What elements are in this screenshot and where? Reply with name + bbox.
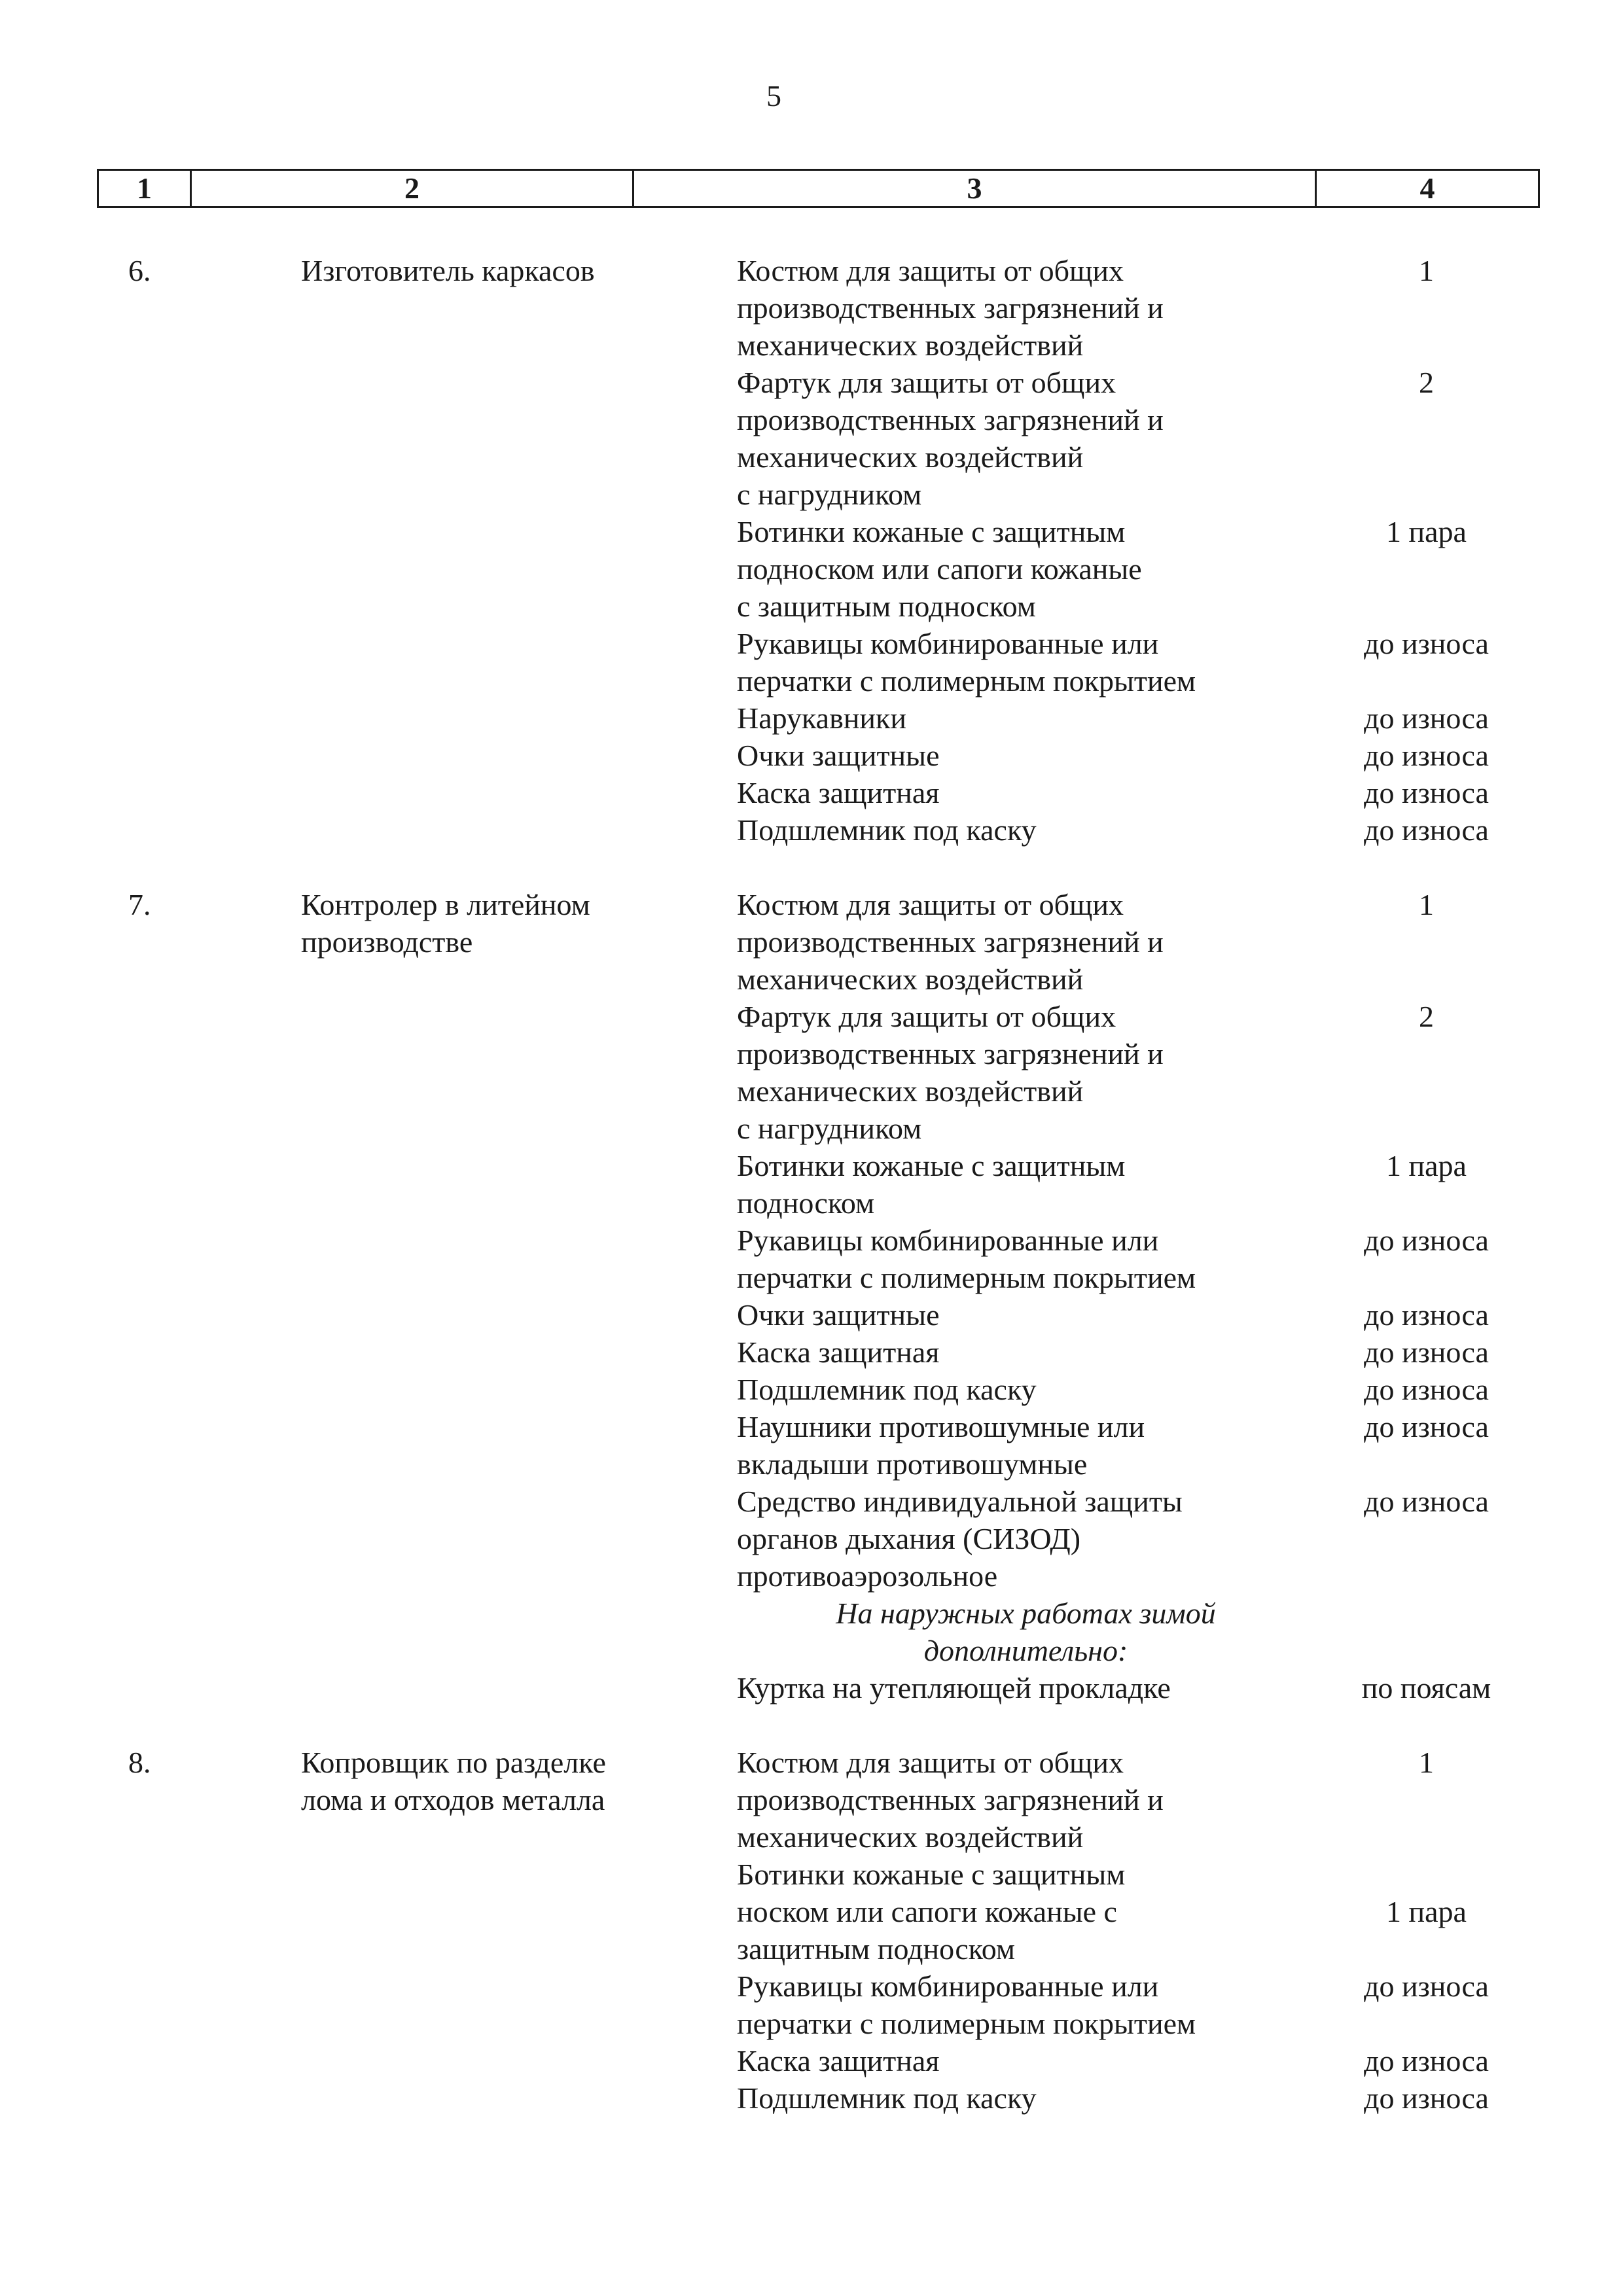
- ppe-item: Подшлемник под каску: [737, 813, 1037, 847]
- table-row: [97, 737, 1538, 774]
- profession-empty: [190, 513, 632, 625]
- row-number-empty: [97, 1595, 190, 1669]
- quantity: до износа: [1364, 1335, 1489, 1369]
- row-number-empty: [97, 811, 190, 849]
- profession-empty: [190, 1408, 632, 1483]
- table-row: [97, 1222, 1538, 1296]
- ppe-item: Костюм для защиты от общих производственных загрязнений и механических воздействий: [737, 1746, 1164, 1854]
- row-number-empty: [97, 1222, 190, 1296]
- table-row: [97, 2042, 1538, 2079]
- row-number-empty: [97, 1371, 190, 1408]
- quantity: 1 пара: [1386, 1149, 1467, 1182]
- profession-empty: [190, 998, 632, 1147]
- row-number-empty: [97, 364, 190, 513]
- ppe-item: Костюм для защиты от общих производственных загрязнений и механических воздействий: [737, 254, 1164, 362]
- profession-empty: [190, 811, 632, 849]
- profession-empty: [190, 364, 632, 513]
- table-row: [97, 2079, 1538, 2117]
- quantity: до износа: [1364, 1224, 1489, 1257]
- quantity: 1: [1419, 254, 1434, 287]
- quantity: до износа: [1364, 776, 1489, 809]
- row-number-empty: [97, 1147, 190, 1222]
- row-number-empty: [97, 737, 190, 774]
- column-header-4: 4: [1316, 170, 1539, 207]
- table-row: [97, 886, 1538, 998]
- table-row: [97, 774, 1538, 811]
- profession-empty: [190, 1296, 632, 1333]
- profession-name: Копровщик по разделке лома и отходов металла: [301, 1746, 606, 1816]
- quantity: до износа: [1364, 1298, 1489, 1332]
- row-number-empty: [97, 2079, 190, 2117]
- table-row: [97, 811, 1538, 849]
- row-number-empty: [97, 1856, 190, 1968]
- row-number-empty: [97, 513, 190, 625]
- ppe-item: Ботинки кожаные с защитным носком или сапоги кожаные с защитным подноском: [737, 1858, 1126, 1966]
- ppe-item: Каска защитная: [737, 2044, 940, 2077]
- profession-empty: [190, 774, 632, 811]
- table-row: [97, 1669, 1538, 1706]
- row-number-empty: [97, 1968, 190, 2042]
- row-number-empty: [97, 699, 190, 737]
- ppe-item: Каска защитная: [737, 1335, 940, 1369]
- quantity: до износа: [1364, 2044, 1489, 2077]
- group-spacer: [97, 849, 1538, 886]
- table-row: [97, 1968, 1538, 2042]
- quantity: до износа: [1364, 1969, 1489, 2003]
- ppe-item: Рукавицы комбинированные или перчатки с полимерным покрытием: [737, 1224, 1196, 1294]
- quantity: до износа: [1364, 813, 1489, 847]
- row-number-empty: [97, 2042, 190, 2079]
- column-header-2: 2: [191, 170, 633, 207]
- ppe-item: Нарукавники: [737, 701, 907, 735]
- column-header-1: 1: [98, 170, 191, 207]
- row-number-empty: [97, 1483, 190, 1595]
- quantity: до износа: [1364, 1410, 1489, 1443]
- quantity: 1 пара: [1386, 1895, 1467, 1928]
- profession-empty: [190, 1222, 632, 1296]
- ppe-item: Ботинки кожаные с защитным подноском: [737, 1149, 1126, 1220]
- profession-empty: [190, 2042, 632, 2079]
- ppe-item: Очки защитные: [737, 739, 940, 772]
- row-number: 7.: [128, 888, 151, 921]
- profession-empty: [190, 1968, 632, 2042]
- group-spacer: [97, 1706, 1538, 1744]
- quantity: до износа: [1364, 627, 1489, 660]
- profession-empty: [190, 1595, 632, 1669]
- ppe-item: Рукавицы комбинированные или перчатки с полимерным покрытием: [737, 627, 1196, 698]
- quantity: 1: [1419, 888, 1434, 921]
- quantity: 1: [1419, 1746, 1434, 1779]
- row-number-empty: [97, 1296, 190, 1333]
- profession-name: Изготовитель каркасов: [301, 254, 595, 287]
- row-number: 8.: [128, 1746, 151, 1779]
- profession-empty: [190, 1483, 632, 1595]
- table-row: [97, 1296, 1538, 1333]
- profession-empty: [190, 1333, 632, 1371]
- page-number: 5: [766, 79, 781, 113]
- column-header-3: 3: [633, 170, 1316, 207]
- table-row: [97, 1371, 1538, 1408]
- quantity: по поясам: [1361, 1671, 1491, 1704]
- quantity: до износа: [1364, 739, 1489, 772]
- table-row: [97, 252, 1538, 364]
- quantity: до износа: [1364, 701, 1489, 735]
- table-row: [97, 1147, 1538, 1222]
- profession-empty: [190, 1669, 632, 1706]
- ppe-item: Каска защитная: [737, 776, 940, 809]
- ppe-item: Ботинки кожаные с защитным подноском или сапоги кожаные с защитным подноском: [737, 515, 1142, 623]
- quantity: 2: [1419, 1000, 1434, 1033]
- ppe-item: Очки защитные: [737, 1298, 940, 1332]
- profession-empty: [190, 2079, 632, 2117]
- profession-empty: [190, 1856, 632, 1968]
- profession-empty: [190, 1371, 632, 1408]
- profession-empty: [190, 1147, 632, 1222]
- quantity: до износа: [1364, 2081, 1489, 2115]
- table-row: [97, 1483, 1538, 1595]
- table-row: [97, 1333, 1538, 1371]
- ppe-item: Рукавицы комбинированные или перчатки с полимерным покрытием: [737, 1969, 1196, 2040]
- profession-empty: [190, 737, 632, 774]
- quantity: 2: [1419, 366, 1434, 399]
- ppe-item: Фартук для защиты от общих производственных загрязнений и механических воздействий с нагрудником: [737, 366, 1164, 511]
- ppe-item: Средство индивидуальной защиты органов дыхания (СИЗОД) противоаэрозольное: [737, 1485, 1183, 1593]
- quantity: до износа: [1364, 1373, 1489, 1406]
- row-number-empty: [97, 1333, 190, 1371]
- table-row: [97, 1595, 1538, 1669]
- ppe-item: Фартук для защиты от общих производственных загрязнений и механических воздействий с нагрудником: [737, 1000, 1164, 1145]
- row-number-empty: [97, 998, 190, 1147]
- profession-name: Контролер в литейном производстве: [301, 888, 590, 959]
- ppe-item: Костюм для защиты от общих производственных загрязнений и механических воздействий: [737, 888, 1164, 996]
- table-row: [97, 1744, 1538, 1856]
- table-row: [97, 998, 1538, 1147]
- norms-table: [97, 252, 1538, 2117]
- table-row: [97, 699, 1538, 737]
- quantity: 1 пара: [1386, 515, 1467, 548]
- table-row: [97, 625, 1538, 699]
- quantity: до износа: [1364, 1485, 1489, 1518]
- ppe-item: Подшлемник под каску: [737, 2081, 1037, 2115]
- table-row: [97, 513, 1538, 625]
- row-number-empty: [97, 625, 190, 699]
- column-header-row: [97, 169, 1540, 208]
- row-number-empty: [97, 1669, 190, 1706]
- row-number-empty: [97, 1408, 190, 1483]
- ppe-item: Наушники противошумные или вкладыши противошумные: [737, 1410, 1145, 1481]
- row-number: 6.: [128, 254, 151, 287]
- section-note: На наружных работах зимой дополнительно:: [836, 1597, 1216, 1667]
- table-row: [97, 364, 1538, 513]
- quantity-empty: [1315, 1595, 1538, 1669]
- table-row: [97, 1856, 1538, 1968]
- profession-empty: [190, 625, 632, 699]
- profession-empty: [190, 699, 632, 737]
- ppe-item: Подшлемник под каску: [737, 1373, 1037, 1406]
- ppe-item: Куртка на утепляющей прокладке: [737, 1671, 1171, 1704]
- table-row: [97, 1408, 1538, 1483]
- row-number-empty: [97, 774, 190, 811]
